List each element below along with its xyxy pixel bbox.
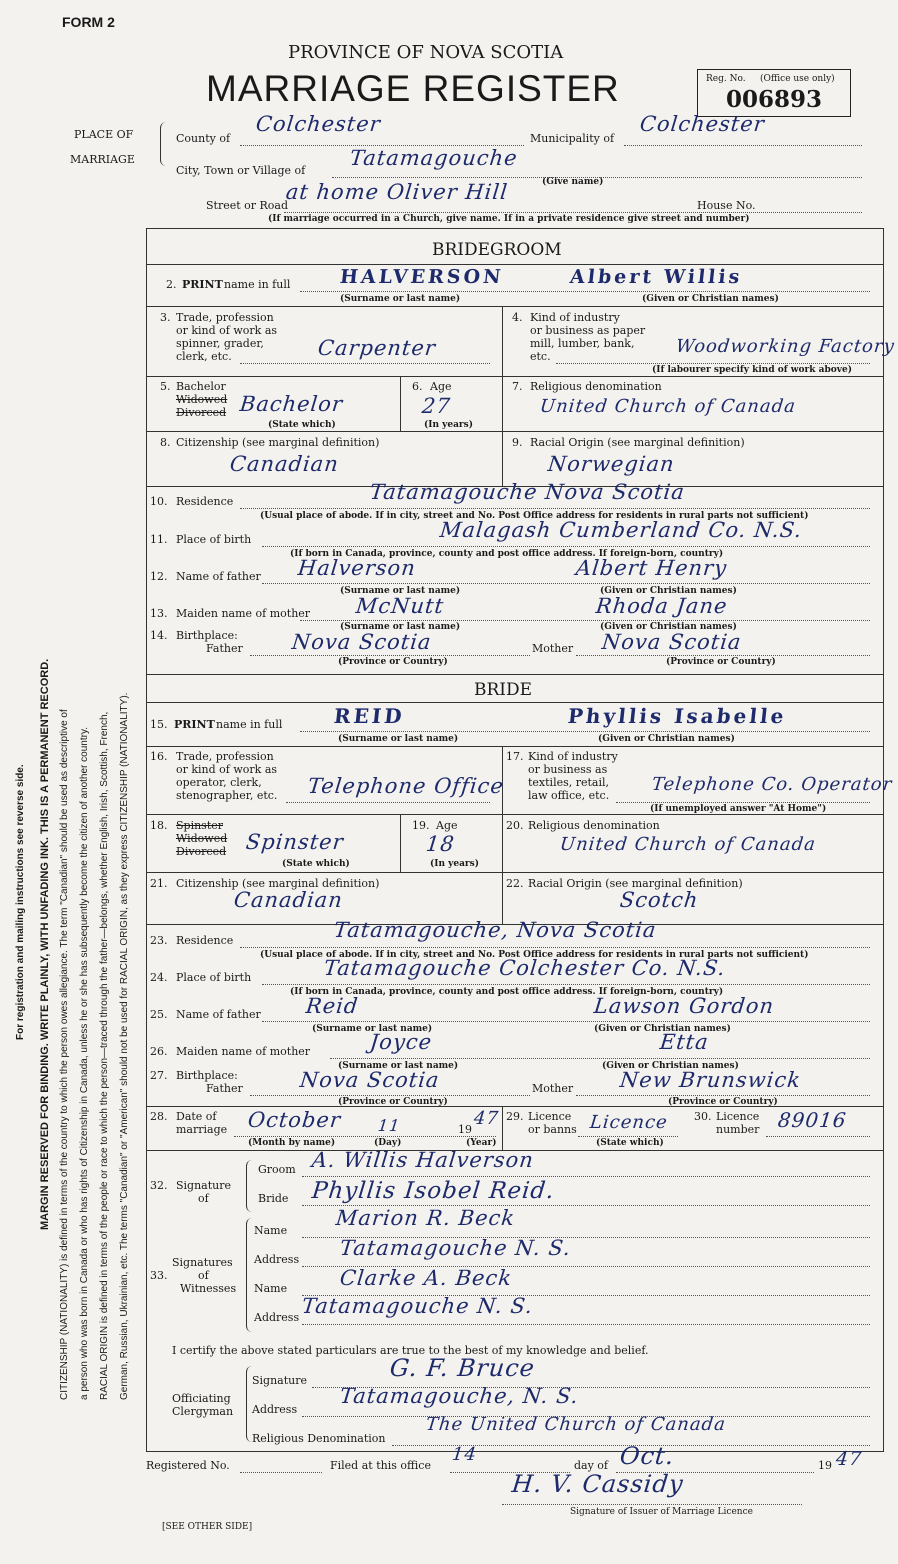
bride-citizenship-label: Citizenship (see marginal definition) xyxy=(176,877,380,890)
filed-label: Filed at this office xyxy=(330,1459,431,1472)
licence-label-1: Licence xyxy=(528,1110,572,1123)
issuer-label: Signature of Issuer of Marriage Licence xyxy=(570,1507,753,1517)
filed-day: 14 xyxy=(450,1444,479,1465)
f16-l3: operator, clerk, xyxy=(176,776,262,789)
surname-note-26: (Surname or last name) xyxy=(338,1061,459,1071)
city-value: Tatamagouche xyxy=(348,146,519,170)
f16-l1: Trade, profession xyxy=(176,750,274,763)
bride-age: 18 xyxy=(424,832,456,856)
given-note-26: (Given or Christian names) xyxy=(602,1061,739,1071)
field-num-30: 30. xyxy=(694,1110,712,1123)
f3-l2: or kind of work as xyxy=(176,324,278,337)
groom-section-heading: BRIDEGROOM xyxy=(432,240,562,260)
groom-name-label: name in full xyxy=(224,278,291,291)
groom-sig-label: Groom xyxy=(258,1163,296,1176)
residence-label: Residence xyxy=(176,495,234,508)
bride-mother-birthplace: New Brunswick xyxy=(618,1068,803,1092)
prov-note-m: (Province or Country) xyxy=(666,657,776,667)
f4-l3: mill, lumber, bank, xyxy=(530,337,635,350)
form-number: FORM 2 xyxy=(62,14,115,30)
street-label: Street or Road xyxy=(206,199,289,212)
field-num-24: 24. xyxy=(150,971,168,984)
bride-religion: United Church of Canada xyxy=(558,834,818,855)
groom-residence: Tatamagouche Nova Scotia xyxy=(368,480,687,504)
bride-mother-bp-label: Mother xyxy=(532,1082,574,1095)
field-num-20: 20. xyxy=(506,819,524,832)
bride-sig-label: Bride xyxy=(258,1192,289,1205)
date-label-2: marriage xyxy=(176,1123,228,1136)
field-num-22: 22. xyxy=(506,877,524,890)
religion-label: Religious denomination xyxy=(530,380,662,393)
racial-def-2: German, Russian, Ukrainian, etc. The terms "Canadian" or "American" should not be used for RACIAL ORIGIN, as they express CITIZENSHIP (NATIONALITY). xyxy=(119,692,130,1400)
groom-trade: Carpenter xyxy=(316,336,438,360)
birthplace-parents-label: Birthplace: xyxy=(176,629,238,642)
print-label-15: PRINT xyxy=(174,718,215,731)
field-num-15: 15. xyxy=(150,718,168,731)
margin-note-reverse: For registration and mailing instructions see reverse side. xyxy=(15,764,26,1040)
father-label: Name of father xyxy=(176,570,261,583)
province-heading: PROVINCE OF NOVA SCOTIA xyxy=(288,42,564,63)
field-num-23: 23. xyxy=(150,934,168,947)
mother-label: Maiden name of mother xyxy=(176,607,311,620)
marriage-day: 11 xyxy=(377,1116,402,1135)
w2-name-label: Name xyxy=(254,1282,288,1295)
f18-divorced: Divorced xyxy=(176,845,227,858)
witnesses-label-3: Witnesses xyxy=(180,1282,237,1295)
f17-l3: textiles, retail, xyxy=(528,776,610,789)
witness2-address: Tatamagouche N. S. xyxy=(300,1294,535,1318)
bride-birthplace-label: Place of birth xyxy=(176,971,252,984)
f5-divorced: Divorced xyxy=(176,406,227,419)
state-which-note: (State which) xyxy=(268,420,336,430)
bride-status: Spinster xyxy=(244,830,346,854)
groom-father-surname: Halverson xyxy=(296,556,418,580)
field-num-28: 28. xyxy=(150,1110,168,1123)
sig-brace xyxy=(246,1160,255,1212)
bride-mother-label: Maiden name of mother xyxy=(176,1045,311,1058)
day-of-label: day of xyxy=(574,1459,609,1472)
house-no-label: House No. xyxy=(697,199,756,212)
marriage-month: October xyxy=(246,1108,343,1132)
margin-binding-note: MARGIN RESERVED FOR BINDING. WRITE PLAINLY, WITH UNFADING INK. THIS IS A PERMANENT RECORD. xyxy=(39,658,51,1230)
birthplace-label: Place of birth xyxy=(176,533,252,546)
prov-note-27m: (Province or Country) xyxy=(668,1097,778,1107)
witnesses-label-2: of xyxy=(198,1269,209,1282)
field-num-18: 18. xyxy=(150,819,168,832)
age-note: (In years) xyxy=(424,420,473,430)
municipality-value: Colchester xyxy=(638,112,767,136)
reg-office-note: (Office use only) xyxy=(760,74,835,84)
licence-type: Licence xyxy=(588,1112,669,1133)
place-note: (If marriage occurred in a Church, give name. If in a private residence give street and number) xyxy=(268,214,750,224)
birth-note: (If born in Canada, province, county and post office address. If foreign-born, country) xyxy=(290,549,724,559)
county-value: Colchester xyxy=(254,112,383,136)
bride-racial-label: Racial Origin (see marginal definition) xyxy=(528,877,743,890)
print-label-2: PRINT xyxy=(182,278,223,291)
field-num-6: 6. xyxy=(412,380,423,393)
f3-l4: clerk, etc. xyxy=(176,350,232,363)
reg-label: Reg. No. xyxy=(706,74,746,84)
bride-given-names: Phyllis Isabelle xyxy=(566,704,788,728)
racial-label: Racial Origin (see marginal definition) xyxy=(530,436,745,449)
date-label-1: Date of xyxy=(176,1110,217,1123)
f4-l4: etc. xyxy=(530,350,551,363)
age-label: Age xyxy=(430,380,452,393)
bride-bp-label: Birthplace: xyxy=(176,1069,238,1082)
bride-birthplace: Tatamagouche Colchester Co. N.S. xyxy=(322,956,727,980)
surname-note-13: (Surname or last name) xyxy=(340,622,461,632)
clergy-denomination: The United Church of Canada xyxy=(424,1414,727,1435)
groom-mother-surname: McNutt xyxy=(354,594,446,618)
filed-year-prefix: 19 xyxy=(818,1459,832,1472)
bride-racial-origin: Scotch xyxy=(618,888,700,912)
f3-l3: spinner, grader, xyxy=(176,337,264,350)
place-brace xyxy=(160,122,169,166)
f18-spinster: Spinster xyxy=(176,819,224,832)
year-prefix: 19 xyxy=(458,1123,472,1136)
bride-section-heading: BRIDE xyxy=(474,680,533,700)
reg-number: 006893 xyxy=(726,86,823,113)
citizenship-def-1: CITIZENSHIP (NATIONALITY) is defined in terms of the country to which the person owes allegiance. The term "Canadian" should be used as descriptive of xyxy=(59,709,70,1400)
groom-signature: A. Willis Halverson xyxy=(310,1148,536,1172)
f4-l1: Kind of industry xyxy=(530,311,620,324)
state-note-29: (State which) xyxy=(596,1138,664,1148)
field-num-19: 19. xyxy=(412,819,430,832)
bride-age-label: Age xyxy=(436,819,458,832)
place-heading-1: PLACE OF xyxy=(74,128,134,141)
field-num-10: 10. xyxy=(150,495,168,508)
see-other-side: [SEE OTHER SIDE] xyxy=(162,1522,253,1532)
bride-citizenship: Canadian xyxy=(232,888,345,912)
f4-note: (If labourer specify kind of work above) xyxy=(652,365,852,375)
clergy-signature: G. F. Bruce xyxy=(388,1354,537,1382)
certification-statement: I certify the above stated particulars are true to the best of my knowledge and belief. xyxy=(172,1344,649,1357)
groom-given-names: Albert Willis xyxy=(568,266,744,288)
municipality-label: Municipality of xyxy=(530,132,615,145)
document-title: MARRIAGE REGISTER xyxy=(206,68,620,109)
field-num-11: 11. xyxy=(150,533,168,546)
bride-signature: Phyllis Isobel Reid. xyxy=(310,1178,556,1204)
filed-month: Oct. xyxy=(618,1442,676,1470)
groom-mother-birthplace: Nova Scotia xyxy=(600,630,743,654)
bride-industry: Telephone Co. Operator xyxy=(650,774,894,795)
groom-status: Bachelor xyxy=(238,392,345,416)
field-num-9: 9. xyxy=(512,436,523,449)
clergy-denom-label: Religious Denomination xyxy=(252,1432,386,1445)
groom-mother-given: Rhoda Jane xyxy=(594,594,729,618)
groom-age: 27 xyxy=(420,394,452,418)
reg-number-box xyxy=(697,69,851,117)
give-name-note: (Give name) xyxy=(542,177,604,187)
age-note-19: (In years) xyxy=(430,859,479,869)
prov-note-27f: (Province or Country) xyxy=(338,1097,448,1107)
bride-surname: REID xyxy=(332,704,406,728)
field-num-32: 32. xyxy=(150,1179,168,1192)
clergy-address: Tatamagouche, N. S. xyxy=(338,1384,580,1408)
w1-address-label: Address xyxy=(254,1253,300,1266)
f17-l1: Kind of industry xyxy=(528,750,618,763)
father-bp-label: Father xyxy=(206,642,243,655)
registered-no-label: Registered No. xyxy=(146,1459,230,1472)
citizenship-label: Citizenship (see marginal definition) xyxy=(176,436,380,449)
groom-religion: United Church of Canada xyxy=(538,396,798,417)
surname-note: (Surname or last name) xyxy=(340,294,461,304)
witness1-name: Marion R. Beck xyxy=(334,1206,517,1230)
surname-note-15: (Surname or last name) xyxy=(338,734,459,744)
f18-widowed: Widowed xyxy=(176,832,228,845)
prov-note-f: (Province or Country) xyxy=(338,657,448,667)
month-note: (Month by name) xyxy=(248,1138,336,1148)
field-num-33: 33. xyxy=(150,1269,168,1282)
groom-father-birthplace: Nova Scotia xyxy=(290,630,433,654)
residence-note-23: (Usual place of abode. If in city, street and No. Post Office address for residents in rural parts not sufficient) xyxy=(260,950,809,960)
field-num-13: 13. xyxy=(150,607,168,620)
officiating-label-2: Clergyman xyxy=(172,1405,234,1418)
county-label: County of xyxy=(176,132,231,145)
marriage-year: 47 xyxy=(472,1108,501,1129)
field-num-25: 25. xyxy=(150,1008,168,1021)
birth-note-24: (If born in Canada, province, county and post office address. If foreign-born, country) xyxy=(290,987,724,997)
surname-note-25: (Surname or last name) xyxy=(312,1024,433,1034)
bride-name-label: name in full xyxy=(216,718,283,731)
licence-no-label-1: Licence xyxy=(716,1110,760,1123)
groom-father-given: Albert Henry xyxy=(574,556,729,580)
bride-father-given: Lawson Gordon xyxy=(592,994,776,1018)
w2-address-label: Address xyxy=(254,1311,300,1324)
bride-residence: Tatamagouche, Nova Scotia xyxy=(332,918,658,942)
bride-mother-surname: Joyce xyxy=(368,1030,434,1054)
filed-year: 47 xyxy=(834,1448,864,1470)
bride-trade: Telephone Office xyxy=(306,774,506,798)
bride-religion-label: Religious denomination xyxy=(528,819,660,832)
bride-father-label: Name of father xyxy=(176,1008,261,1021)
street-value: at home Oliver Hill xyxy=(284,180,510,204)
groom-racial-origin: Norwegian xyxy=(546,452,676,476)
witnesses-label-1: Signatures xyxy=(172,1256,233,1269)
field-num-14: 14. xyxy=(150,629,168,642)
licence-number: 89016 xyxy=(776,1108,848,1132)
field-num-5: 5. xyxy=(160,380,171,393)
f4-l2: or business as paper xyxy=(530,324,646,337)
f17-note: (If unemployed answer "At Home") xyxy=(650,804,827,814)
field-num-12: 12. xyxy=(150,570,168,583)
given-note: (Given or Christian names) xyxy=(642,294,779,304)
given-note-13: (Given or Christian names) xyxy=(600,622,737,632)
signature-of-label-1: Signature xyxy=(176,1179,232,1192)
bride-father-surname: Reid xyxy=(304,994,360,1018)
groom-citizenship: Canadian xyxy=(228,452,341,476)
f17-l4: law office, etc. xyxy=(528,789,610,802)
field-num-29: 29. xyxy=(506,1110,524,1123)
surname-note-12: (Surname or last name) xyxy=(340,586,461,596)
licence-no-label-2: number xyxy=(716,1123,760,1136)
field-num-2: 2. xyxy=(166,278,177,291)
clergy-address-label: Address xyxy=(252,1403,298,1416)
citizenship-def-2: a person who was born in Canada or who has rights of Citizenship in Canada, unless he or she has subsequently become the citizen of another country. xyxy=(79,727,90,1400)
bride-residence-label: Residence xyxy=(176,934,234,947)
officiating-label-1: Officiating xyxy=(172,1392,231,1405)
racial-def-1: RACIAL ORIGIN is defined in terms of the people or race to which the person—traced through the father—belongs, whether English, Irish, Scottish, French, xyxy=(99,711,110,1400)
field-num-7: 7. xyxy=(512,380,523,393)
signature-of-label-2: of xyxy=(198,1192,209,1205)
field-num-17: 17. xyxy=(506,750,524,763)
groom-surname: HALVERSON xyxy=(338,266,505,288)
field-num-3: 3. xyxy=(160,311,171,324)
city-label: City, Town or Village of xyxy=(176,164,306,177)
state-which-18: (State which) xyxy=(282,859,350,869)
clergy-sig-label: Signature xyxy=(252,1374,308,1387)
f16-l2: or kind of work as xyxy=(176,763,278,776)
given-note-12: (Given or Christian names) xyxy=(600,586,737,596)
field-num-4: 4. xyxy=(512,311,523,324)
field-num-27: 27. xyxy=(150,1069,168,1082)
mother-bp-label: Mother xyxy=(532,642,574,655)
f5-bachelor: Bachelor xyxy=(176,380,226,393)
place-heading-2: MARRIAGE xyxy=(70,153,135,166)
field-num-21: 21. xyxy=(150,877,168,890)
year-note: (Year) xyxy=(466,1138,497,1148)
groom-birthplace: Malagash Cumberland Co. N.S. xyxy=(438,518,804,542)
given-note-15: (Given or Christian names) xyxy=(598,734,735,744)
f3-l1: Trade, profession xyxy=(176,311,274,324)
groom-industry: Woodworking Factory xyxy=(674,336,896,357)
bride-father-birthplace: Nova Scotia xyxy=(298,1068,441,1092)
w1-name-label: Name xyxy=(254,1224,288,1237)
f16-l4: stenographer, etc. xyxy=(176,789,278,802)
bride-mother-given: Etta xyxy=(658,1030,710,1054)
witness2-name: Clarke A. Beck xyxy=(338,1266,514,1290)
issuer-signature: H. V. Cassidy xyxy=(510,1470,685,1498)
field-num-26: 26. xyxy=(150,1045,168,1058)
f5-widowed: Widowed xyxy=(176,393,228,406)
day-note: (Day) xyxy=(374,1138,402,1148)
f17-l2: or business as xyxy=(528,763,608,776)
field-num-16: 16. xyxy=(150,750,168,763)
witness1-address: Tatamagouche N. S. xyxy=(338,1236,573,1260)
bride-father-bp-label: Father xyxy=(206,1082,243,1095)
residence-note: (Usual place of abode. If in city, street and No. Post Office address for residents in rural parts not sufficient) xyxy=(260,511,809,521)
licence-label-2: or banns xyxy=(528,1123,577,1136)
field-num-8: 8. xyxy=(160,436,171,449)
given-note-25: (Given or Christian names) xyxy=(594,1024,731,1034)
